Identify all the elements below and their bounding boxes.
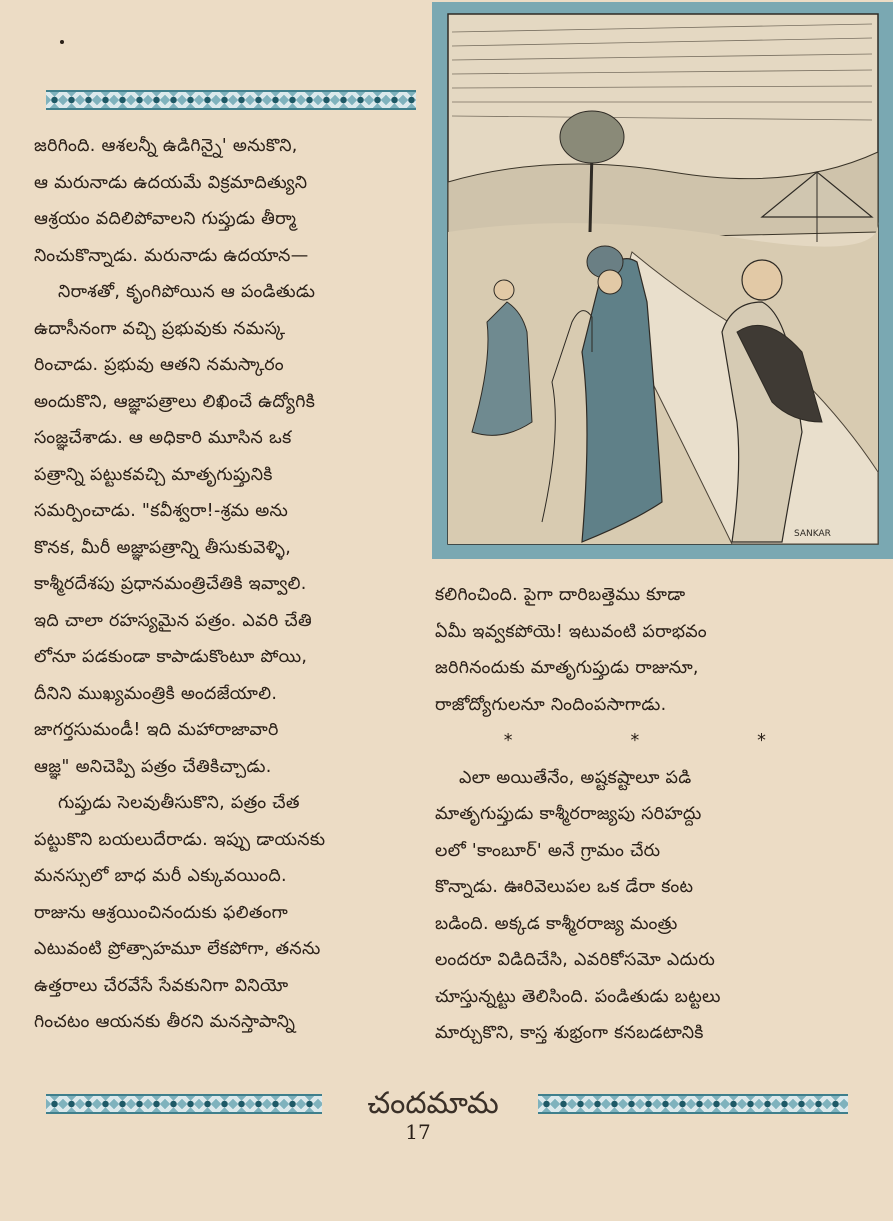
- text-line: లోనూ పడకుండా కాపాడుకొంటూ పోయి,: [34, 647, 308, 667]
- text-line: జాగర్తసుమండీ! ఇది మహారాజావారి: [34, 720, 279, 740]
- footer-ornament-left: [46, 1094, 322, 1114]
- text-line: ఉదాసీనంగా వచ్చి ప్రభువుకు నమస్క: [34, 318, 286, 339]
- text-line: పత్రాన్ని పట్టుకవచ్చి మాతృగుప్తునికి: [34, 464, 273, 485]
- magazine-title: చందమామ: [367, 1086, 499, 1121]
- text-line: నిరాశతో, కృంగిపోయిన ఆ పండితుడు: [58, 282, 316, 302]
- text-line: రించాడు. ప్రభువు ఆతని నమస్కారం: [34, 355, 284, 375]
- footer-ornament-right: [538, 1094, 848, 1114]
- text-line: ఎలా అయితేనేం, అష్టకష్టాలూ పడి: [459, 767, 692, 788]
- text-line: ఎటువంటి ప్రోత్సాహమూ లేకపోగా, తనను: [34, 939, 321, 959]
- text-line: దీనిని ముఖ్యమంత్రికి అందజేయాలి.: [34, 683, 278, 704]
- text-line: బడింది. అక్కడ కాశ్మీరరాజ్య మంత్రు: [435, 913, 678, 934]
- speck: [60, 40, 64, 44]
- text-line: రాజోద్యోగులనూ నిందింపసాగాడు.: [435, 694, 667, 715]
- text-line: కొనక, మీరీ అజ్ఞాపత్రాన్ని తీసుకువెళ్ళి,: [34, 537, 292, 558]
- separator-star: *: [757, 731, 767, 751]
- text-line: రాజును ఆశ్రయించినందుకు ఫలితంగా: [34, 902, 289, 923]
- separator-star: *: [630, 731, 640, 751]
- artist-signature: SANKAR: [794, 529, 831, 539]
- illustration-drawing: [432, 2, 893, 559]
- text-line: పట్టుకొని బయలుదేరాడు. ఇప్పు డాయనకు: [34, 829, 326, 850]
- page-number: 17: [405, 1120, 431, 1144]
- text-line: అందుకొని, ఆజ్ఞాపత్రాలు లిఖించే ఉద్యోగికి: [34, 391, 316, 412]
- text-line: ఆజ్ఞ" అనిచెప్పి పత్రం చేతికిచ్చాడు.: [34, 756, 272, 777]
- text-line: మాతృగుప్తుడు కాశ్మీరరాజ్యపు సరిహద్దు: [435, 804, 702, 824]
- text-line: జరిగింది. ఆశలన్నీ ఉడిగిన్నై' అనుకొని,: [34, 136, 298, 156]
- text-line: చూస్తున్నట్టు తెలిసింది. పండితుడు బట్టలు: [435, 986, 721, 1007]
- text-line: ఇది చాలా రహస్యమైన పత్రం. ఎవరి చేతి: [34, 610, 313, 631]
- right-text-column: [435, 577, 855, 1052]
- text-line: ఆ మరునాడు ఉదయమే విక్రమాదిత్యుని: [34, 172, 308, 193]
- text-line: జరిగినందుకు మాతృగుప్తుడు రాజునూ,: [435, 658, 699, 678]
- text-line: కొన్నాడు. ఊరివెలుపల ఒక డేరా కంట: [435, 877, 694, 897]
- text-line: ఆశ్రయం వదిలిపోవాలని గుప్తుడు తీర్మా: [34, 209, 297, 229]
- section-separator: [435, 723, 855, 760]
- text-line: గించటం ఆయనకు తీరని మనస్తాపాన్ని: [34, 1012, 296, 1032]
- left-text-column: [34, 128, 424, 1041]
- text-line: లందరూ విడిదిచేసి, ఎవరికోసమో ఎదురు: [435, 950, 716, 970]
- text-line: కాశ్మీరదేశపు ప్రధానమంత్రిచేతికి ఇవ్వాలి.: [34, 574, 307, 594]
- separator-star: *: [503, 731, 513, 751]
- top-ornament-border: [46, 90, 416, 110]
- text-line: సమర్పించాడు. "కవీశ్వరా!-శ్రమ అను: [34, 501, 289, 521]
- text-line: మార్చుకొని, కాస్త శుభ్రంగా కనబడటానికి: [435, 1023, 704, 1043]
- text-line: లలో 'కాంబూర్' అనే గ్రామం చేరు: [435, 840, 661, 861]
- text-line: మనస్సులో బాధ మరీ ఎక్కువయింది.: [34, 866, 287, 886]
- text-line: గుప్తుడు సెలవుతీసుకొని, పత్రం చేత: [58, 793, 300, 813]
- text-line: నించుకొన్నాడు. మరునాడు ఉదయాన—: [34, 245, 309, 266]
- story-illustration: [432, 2, 893, 559]
- text-line: ఉత్తరాలు చేరవేసే సేవకునిగా వినియో: [34, 975, 289, 996]
- text-line: సంజ్ఞచేశాడు. ఆ అధికారి మూసిన ఒక: [34, 428, 292, 448]
- text-line: కలిగించింది. పైగా దారిబత్తెము కూడా: [435, 585, 686, 605]
- text-line: ఏమీ ఇవ్వకపోయె! ఇటువంటి పరాభవం: [435, 621, 707, 642]
